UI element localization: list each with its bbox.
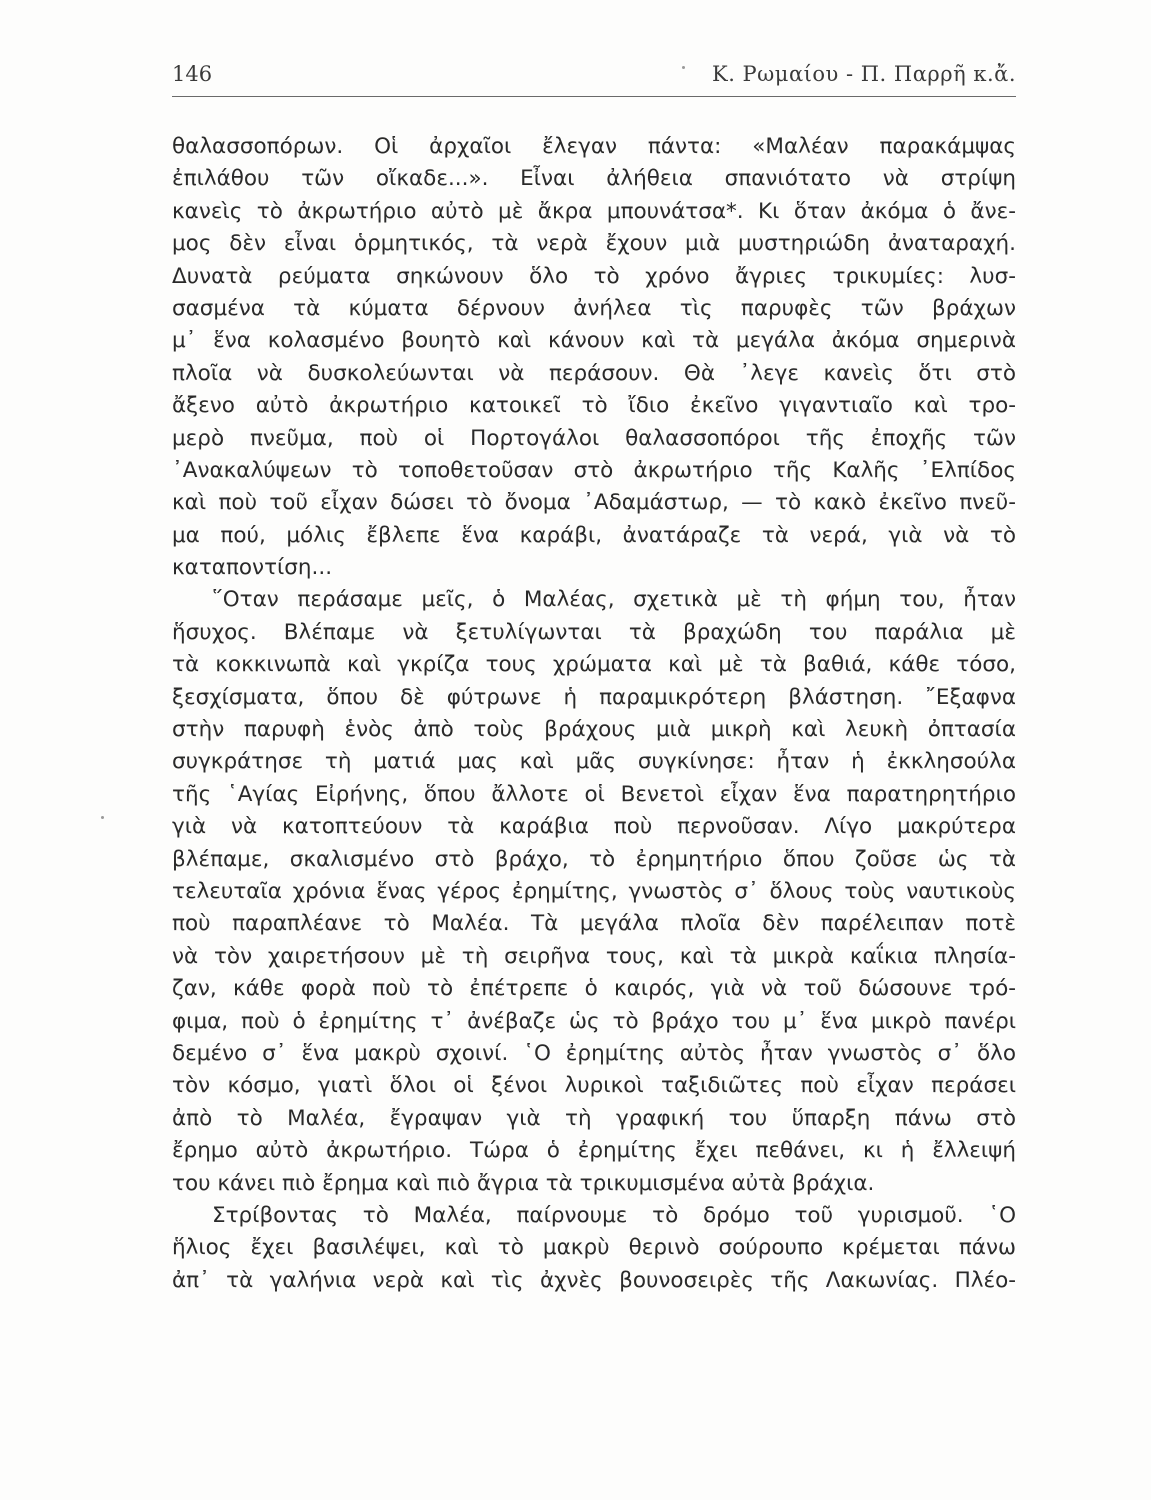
print-speck (682, 66, 685, 69)
text-line: στὴν παρυφὴ ἑνὸς ἀπὸ τοὺς βράχους μιὰ μικρὴ καὶ λευκὴ ὀπτασία (172, 717, 1016, 743)
text-line: τελευταῖα χρόνια ἕνας γέρος ἐρημίτης, γνωστὸς σ᾽ ὅλους τοὺς ναυτικοὺς (172, 878, 1016, 904)
page-number: 146 (172, 62, 213, 86)
text-line: Δυνατὰ ρεύματα σηκώνουν ὅλο τὸ χρόνο ἄγριες τρικυμίες: λυσ- (172, 263, 1016, 289)
text-line: του κάνει πιὸ ἔρημα καὶ πιὸ ἄγρια τὰ τρικυμισμένα αὐτὰ βράχια. (172, 1170, 875, 1196)
text-line: ξεσχίσματα, ὅπου δὲ φύτρωνε ἡ παραμικρότερη βλάστηση. ῎Εξαφνα (172, 684, 1016, 710)
paragraph-start-line: ῞Οταν περάσαμε μεῖς, ὁ Μαλέας, σχετικὰ μὲ τὴ φήμη του, ἦταν (212, 587, 1016, 613)
text-line: σασμένα τὰ κύματα δέρνουν ἀνήλεα τὶς παρυφὲς τῶν βράχων (172, 295, 1016, 321)
text-line: κανεὶς τὸ ἀκρωτήριο αὐτὸ μὲ ἄκρα μπουνάτσα*. Κι ὅταν ἀκόμα ὁ ἄνε- (172, 198, 1016, 224)
text-line: μ᾽ ἕνα κολασμένο βουητὸ καὶ κάνουν καὶ τὰ μεγάλα ἀκόμα σημερινὰ (172, 328, 1016, 354)
text-line: θαλασσοπόρων. Οἱ ἀρχαῖοι ἔλεγαν πάντα: «Μαλέαν παρακάμψας (172, 134, 1016, 159)
text-line: ἀπ᾽ τὰ γαλήνια νερὰ καὶ τὶς ἀχνὲς βουνοσειρὲς τῆς Λακωνίας. Πλέο- (172, 1267, 1016, 1293)
text-line: ἥσυχος. Βλέπαμε νὰ ξετυλίγωνται τὰ βραχώδη του παράλια μὲ (172, 619, 1016, 645)
paragraph-start-line: Στρίβοντας τὸ Μαλέα, παίρνουμε τὸ δρόμο τοῦ γυρισμοῦ. ῾Ο (212, 1202, 1016, 1228)
text-line: δεμένο σ᾽ ἕνα μακρὺ σχοινί. ῾Ο ἐρημίτης αὐτὸς ἦταν γνωστὸς σ᾽ ὅλο (172, 1040, 1016, 1066)
text-line: καὶ ποὺ τοῦ εἶχαν δώσει τὸ ὄνομα ᾽Αδαμάστωρ, — τὸ κακὸ ἐκεῖνο πνεῦ- (172, 490, 1016, 516)
text-line: συγκράτησε τὴ ματιά μας καὶ μᾶς συγκίνησε: ἦταν ἡ ἐκκλησούλα (172, 749, 1016, 775)
text-line: φιμα, ποὺ ὁ ἐρημίτης τ᾽ ἀνέβαζε ὡς τὸ βράχο του μ᾽ ἕνα μικρὸ πανέρι (172, 1008, 1016, 1034)
text-line: μα πού, μόλις ἔβλεπε ἕνα καράβι, ἀνατάραζε τὰ νερά, γιὰ νὰ τὸ (172, 522, 1016, 548)
text-line: ἥλιος ἔχει βασιλέψει, καὶ τὸ μακρὺ θερινὸ σούρουπο κρέμεται πάνω (172, 1235, 1016, 1261)
text-line: βλέπαμε, σκαλισμένο στὸ βράχο, τὸ ἐρημητήριο ὅπου ζοῦσε ὡς τὰ (172, 846, 1016, 872)
text-line: ἔρημο αὐτὸ ἀκρωτήριο. Τώρα ὁ ἐρημίτης ἔχει πεθάνει, κι ἡ ἔλλειψή (172, 1138, 1016, 1164)
text-line: γιὰ νὰ κατοπτεύουν τὰ καράβια ποὺ περνοῦσαν. Λίγο μακρύτερα (172, 814, 1016, 840)
text-line: τὸν κόσμο, γιατὶ ὅλοι οἱ ξένοι λυρικοὶ ταξιδιῶτες ποὺ εἶχαν περάσει (172, 1073, 1016, 1099)
body-text (172, 131, 1016, 1297)
page-header (172, 60, 1016, 98)
text-line: μος δὲν εἶναι ὁρμητικός, τὰ νερὰ ἔχουν μιὰ μυστηριώδη ἀναταραχή. (172, 231, 1016, 257)
text-line: τὰ κοκκινωπὰ καὶ γκρίζα τους χρώματα καὶ μὲ τὰ βαθιά, κάθε τόσο, (172, 652, 1016, 678)
text-line: τῆς ῾Αγίας Εἰρήνης, ὅπου ἄλλοτε οἱ Βενετοὶ εἶχαν ἕνα παρατηρητήριο (172, 781, 1016, 807)
text-line: νὰ τὸν χαιρετήσουν μὲ τὴ σειρῆνα τους, καὶ τὰ μικρὰ καΐκια πλησία- (172, 943, 1016, 969)
text-line: ἐπιλάθου τῶν οἴκαδε...». Εἶναι ἀλήθεια σπανιότατο νὰ στρίψη (172, 166, 1016, 192)
text-line: ᾽Ανακαλύψεων τὸ τοποθετοῦσαν στὸ ἀκρωτήριο τῆς Καλῆς ᾽Ελπίδος (172, 457, 1016, 483)
header-rule (172, 96, 1016, 97)
text-line: καταποντίση... (172, 555, 333, 581)
text-line: πλοῖα νὰ δυσκολεύωνται νὰ περάσουν. Θὰ ᾽λεγε κανεὶς ὅτι στὸ (172, 360, 1016, 386)
text-line: ποὺ παραπλέανε τὸ Μαλέα. Τὰ μεγάλα πλοῖα δὲν παρέλειπαν ποτὲ (172, 911, 1016, 937)
print-speck (101, 816, 104, 819)
running-head: Κ. Ρωμαίου - Π. Παρρῆ κ.ἄ. (712, 62, 1016, 86)
text-line: ἄξενο αὐτὸ ἀκρωτήριο κατοικεῖ τὸ ἴδιο ἐκεῖνο γιγαντιαῖο καὶ τρο- (172, 393, 1016, 419)
text-line: μερὸ πνεῦμα, ποὺ οἱ Πορτογάλοι θαλασσοπόροι τῆς ἐποχῆς τῶν (172, 425, 1016, 451)
text-line: ἀπὸ τὸ Μαλέα, ἔγραψαν γιὰ τὴ γραφική του ὕπαρξη πάνω στὸ (172, 1105, 1016, 1131)
text-line: ζαν, κάθε φορὰ ποὺ τὸ ἐπέτρεπε ὁ καιρός, γιὰ νὰ τοῦ δώσουνε τρό- (172, 976, 1016, 1002)
